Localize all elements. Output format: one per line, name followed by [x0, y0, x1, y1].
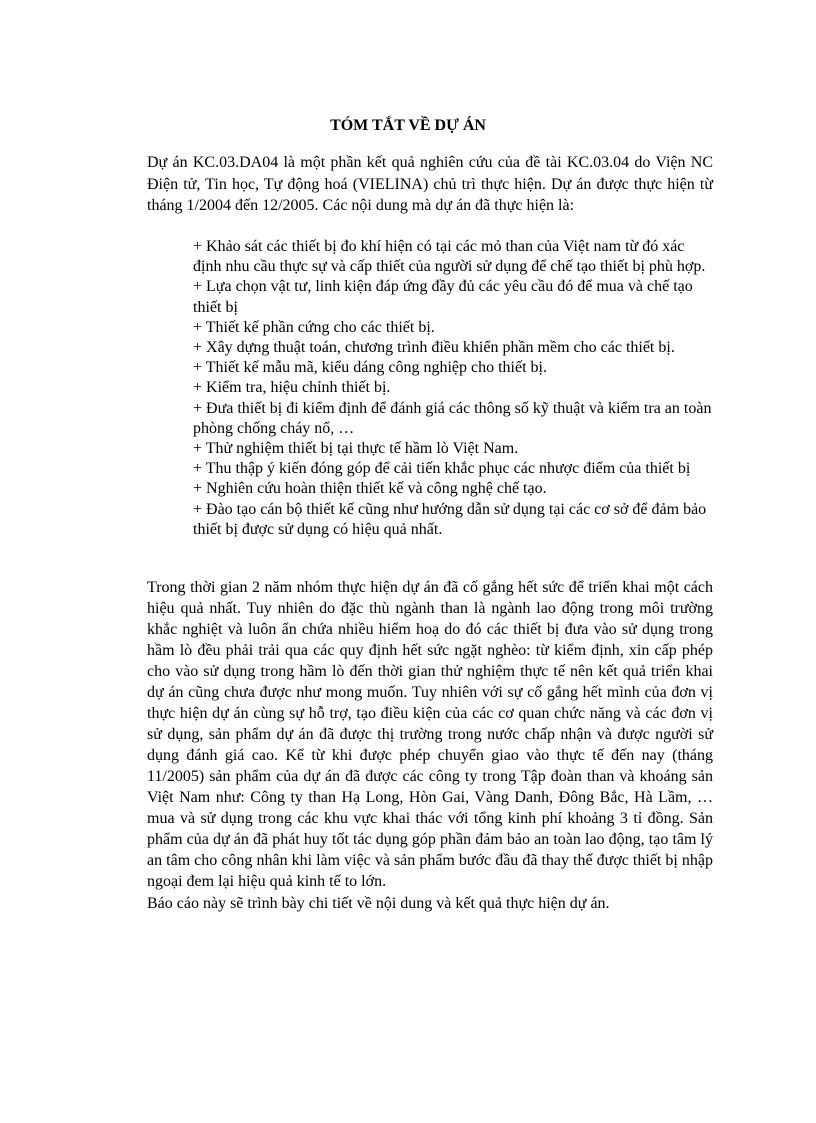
- list-item: + Thử nghiệm thiết bị tại thực tế hầm lò Việt Nam.: [193, 440, 519, 458]
- list-item: + Xây dựng thuật toán, chương trình điều khiển phần mềm cho các thiết bị.: [193, 339, 675, 357]
- list-item: + Nghiên cứu hoàn thiện thiết kế và công nghệ chế tạo.: [193, 480, 547, 498]
- page-title: TÓM TẮT VỀ DỰ ÁN: [330, 117, 486, 134]
- list-item: + Thu thập ý kiến đóng góp để cải tiến khắc phục các nhược điểm của thiết bị: [193, 460, 691, 478]
- list-item: + Đưa thiết bị đi kiểm định để đánh giá các thông số kỹ thuật và kiểm tra an toàn phòng chống cháy nổ, …: [193, 399, 712, 437]
- list-item: + Đào tạo cán bộ thiết kế cũng như hướng dẫn sử dụng tại các cơ sở để đảm bảo thiết bị được sử dụng có hiệu quả nhất.: [193, 500, 707, 538]
- intro-paragraph: Dự án KC.03.DA04 là một phần kết quả nghiên cứu của đề tài KC.03.04 do Viện NC Điện tử, Tin học, Tự động hoá (VIELINA) chủ trì thực hiện. Dự án được thực hiện từ tháng 1/2004 đến 12/2005. Các nội dung mà dự án đã thực hiện là:: [147, 154, 713, 215]
- list-item: + Lựa chọn vật tư, linh kiện đáp ứng đầy đủ các yêu cầu đó để mua và chế tạo thiết bị: [193, 278, 693, 316]
- list-item: + Khảo sát các thiết bị đo khí hiện có tại các mỏ than của Việt nam từ đó xác định nhu cầu thực sự và cấp thiết của người sử dụng để chế tạo thiết bị phù hợp.: [193, 238, 706, 276]
- task-list: [193, 237, 713, 540]
- list-item: + Kiểm tra, hiệu chỉnh thiết bị.: [193, 379, 391, 397]
- body-paragraph: Trong thời gian 2 năm nhóm thực hiện dự án đã cố gắng hết sức để triển khai một cách hiệu quả nhất. Tuy nhiên do đặc thù ngành than là ngành lao động trong môi trường khắc nghiệt và luôn ẩn chứa nhiều hiểm hoạ do đó các thiết bị đưa vào sử dụng trong hầm lò đều phải trải qua các quy định hết sức ngặt nghèo: từ kiểm định, xin cấp phép cho vào sử dụng trong hầm lò đến thời gian thử nghiệm thực tế nên kết quả triển khai dự án cũng chưa được như mong muốn. Tuy nhiên với sự cố gắng hết mình của đơn vị thực hiện dự án cùng sự hỗ trợ, tạo điều kiện của các cơ quan chức năng và các đơn vị sử dụng, sản phẩm dự án đã được thị trường trong nước chấp nhận và được người sử dụng đánh giá cao. Kể từ khi được phép chuyển giao vào thực tế đến nay (tháng 11/2005) sản phẩm của dự án đã được các công ty trong Tập đoàn than và khoáng sản Việt Nam như: Công ty than Hạ Long, Hòn Gai, Vàng Danh, Đông Bắc, Hà Lầm, … mua và sử dụng trong các khu vực khai thác với tổng kinh phí khoảng 3 tỉ đồng. Sản phẩm của dự án đã phát huy tốt tác dụng góp phần đảm bảo an toàn lao động, tạo tâm lý an tâm cho công nhân khi làm việc và sản phẩm bước đầu đã thay thế được thiết bị nhập ngoại đem lại hiệu quả kinh tế to lớn.: [147, 579, 713, 890]
- closing-paragraph: Báo cáo này sẽ trình bày chi tiết về nội dung và kết quả thực hiện dự án.: [147, 895, 610, 912]
- list-item: + Thiết kế phần cứng cho các thiết bị.: [193, 318, 435, 336]
- list-item: + Thiết kế mẫu mã, kiểu dáng công nghiệp cho thiết bị.: [193, 359, 547, 377]
